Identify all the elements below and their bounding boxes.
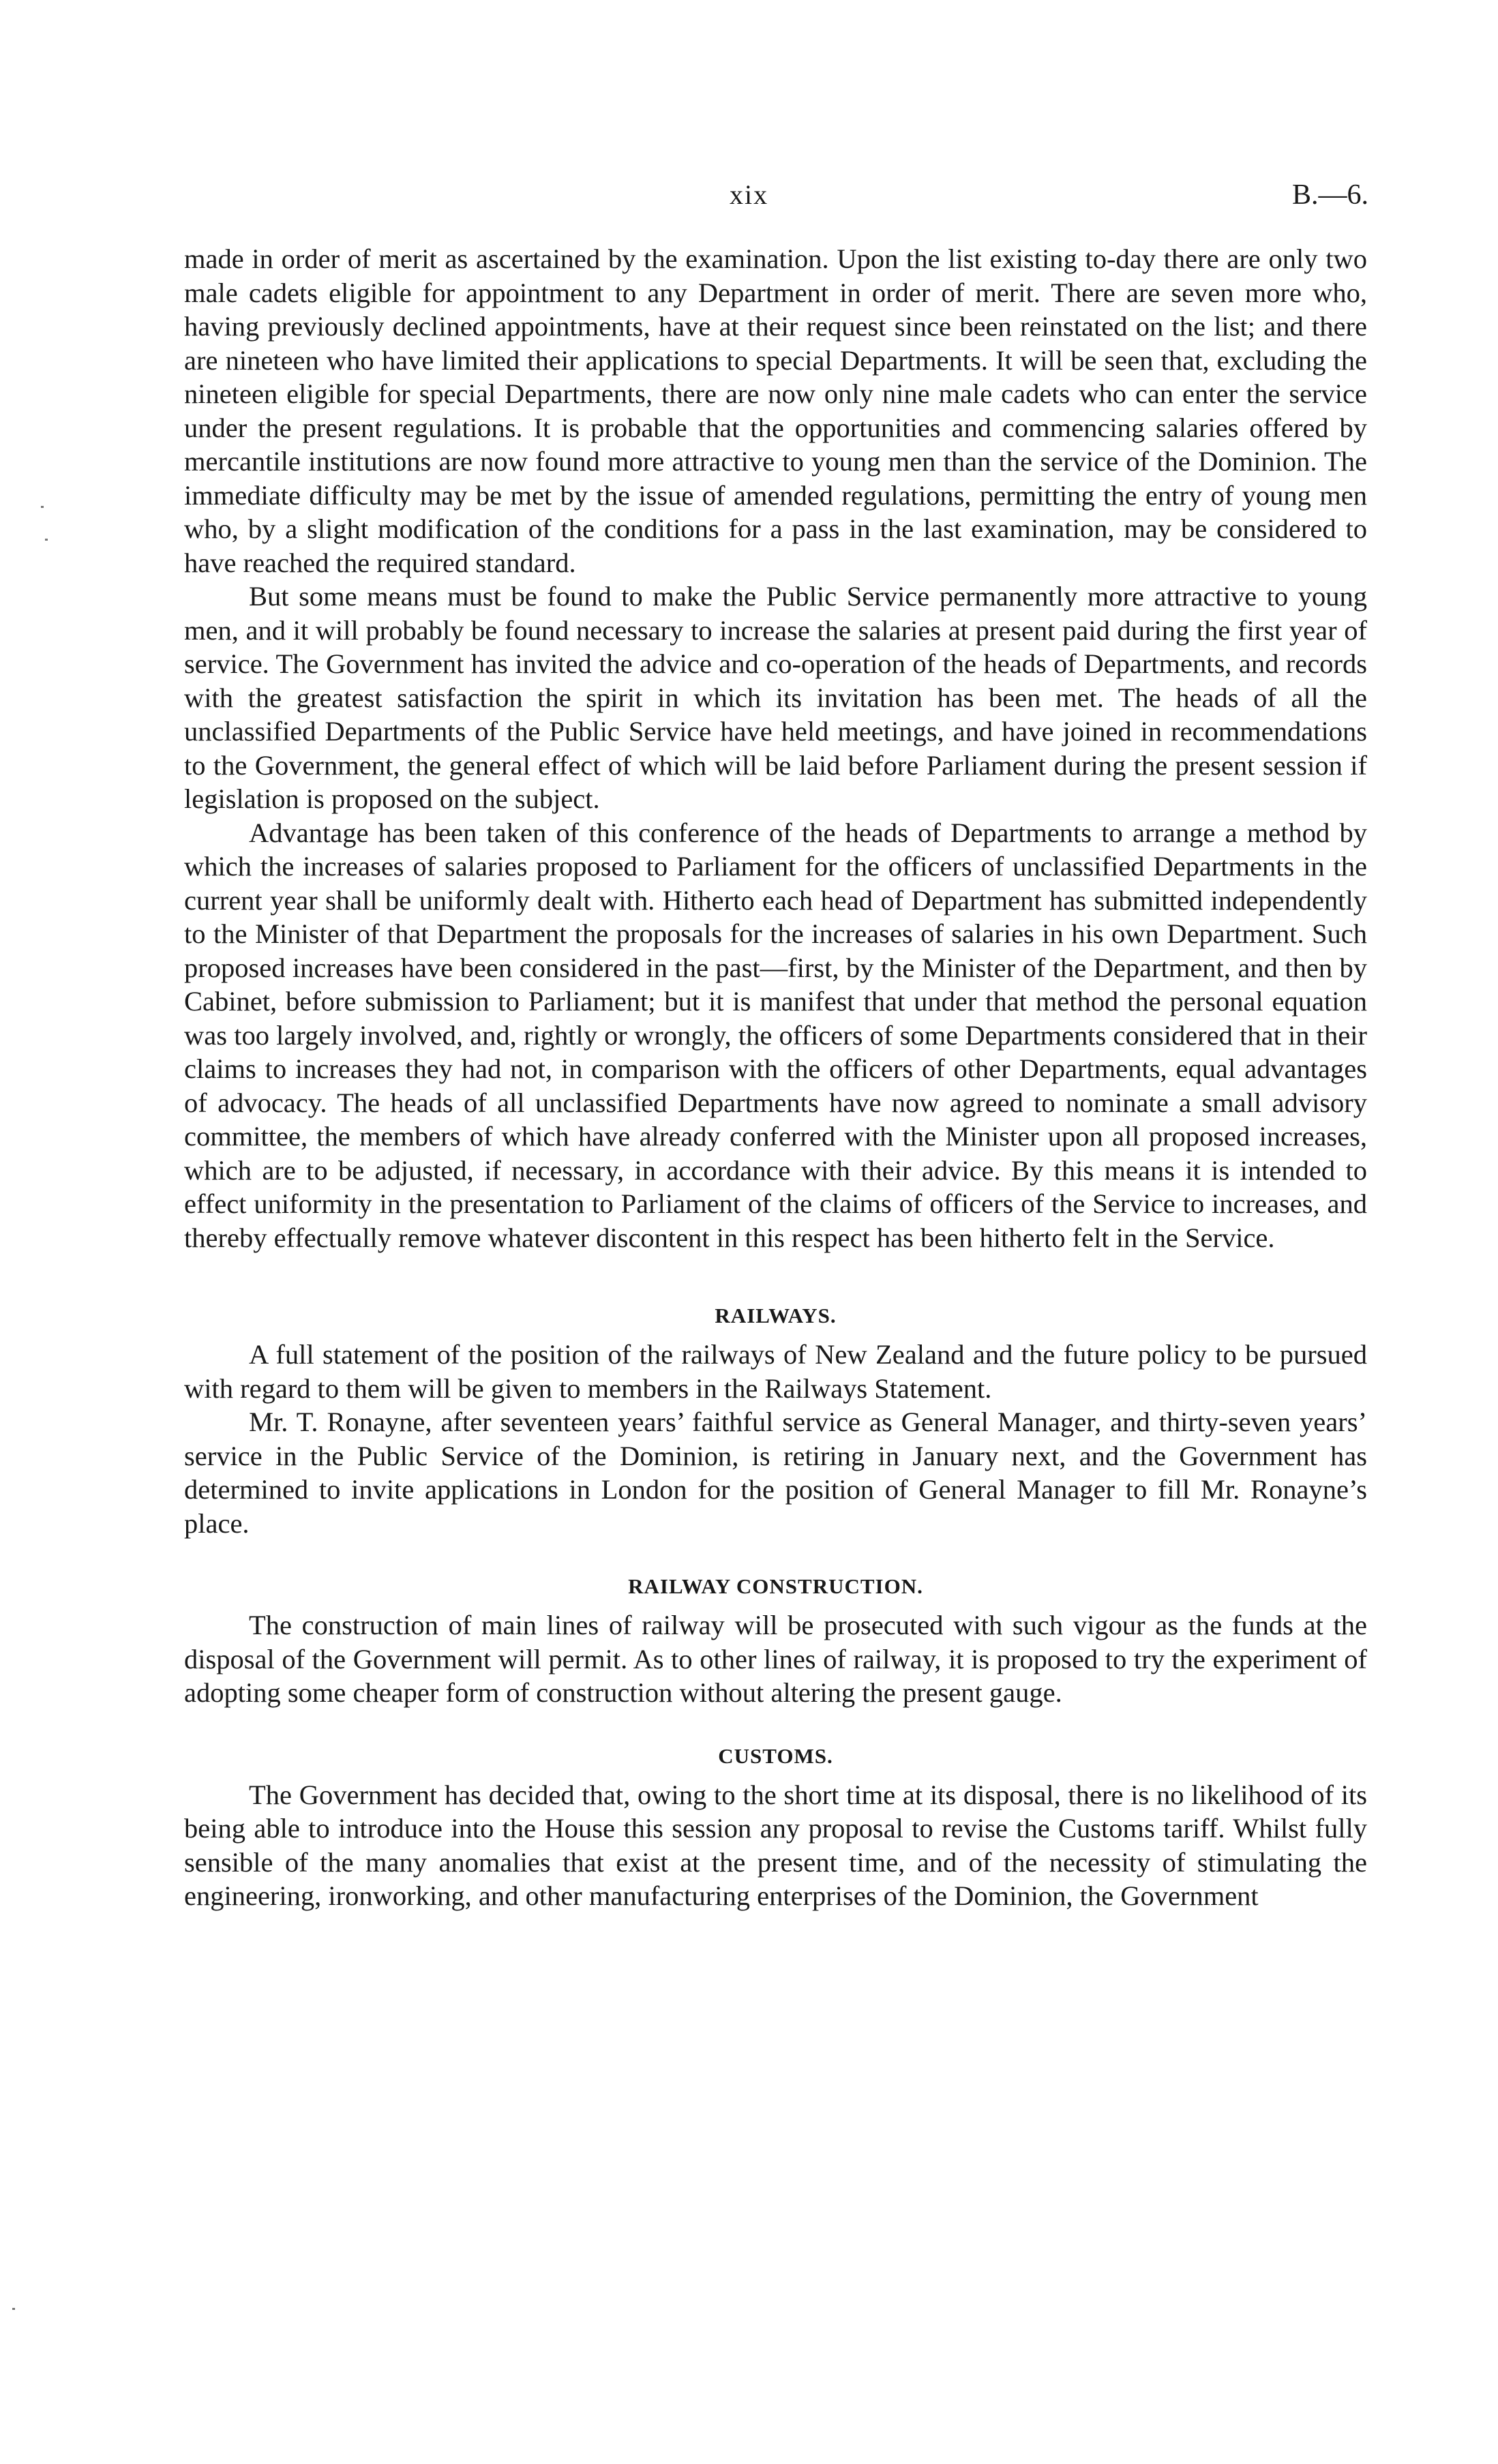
margin-mark: [12, 2308, 15, 2310]
paragraph-public-service: But some means must be found to make the Public Service permanently more attractive to young men, and it will probably be found necessary to increase the salaries at present paid during the first year of service. The Government has invited the advice and co-operation of the heads of Departments, and records with the greatest satisfaction the spirit in which its invitation has been met. The heads of all the unclassified Departments of the Public Service have held meetings, and have joined in recommendations to the Government, the general effect of which will be laid before Parliament during the present session if legislation is proposed on the subject.: [184, 581, 1367, 814]
paragraph-advisory-committee: Advantage has been taken of this conference of the heads of Departments to arrange a method by which the increases of salaries proposed to Parliament for the officers of unclassified Departments in the current year shall be uniformly dealt with. Hitherto each head of Department has submitted independently to the Minister of that Department the proposals for the increases of salaries in his own Department. Such proposed increases have been considered in the past—first, by the Minister of the Department, and then by Cabinet, before submission to Parliament; but it is manifest that under that method the personal equation was too largely involved, and, rightly or wrongly, the officers of some Departments considered that in their claims to increases they had not, in comparison with the officers of other Departments, equal advantages of advocacy. The heads of all unclassified Departments have now agreed to nominate a small advisory committee, the members of which have already conferred with the Minister upon all proposed increases, which are to be adjusted, if necessary, in accordance with their advice. By this means it is intended to effect uniformity in the presentation to Parliament of the claims of officers of the Service to increases, and thereby effectually remove whatever discontent in this respect has been hitherto felt in the Service.: [184, 817, 1367, 1253]
margin-mark: [45, 539, 48, 541]
paragraph-customs: The Government has decided that, owing to the short time at its disposal, there is no likelihood of its being able to introduce into the House this session any proposal to revise the Customs tariff. Whilst fully sensible of the many anomalies that exist at the present time, and of the necessity of stimulating the engineering, ironworking, and other manufacturing enterprises of the Dominion, the Government: [184, 1779, 1367, 1911]
paragraph-cadets: made in order of merit as ascertained by the examination. Upon the list existing to-day there are only two male cadets eligible for appointment to any Department in order of merit. There are seven more who, having previously declined appointments, have at their request since been reinstated on the list; and there are nineteen who have limited their applications to special Departments. It will be seen that, excluding the nineteen eligible for special Departments, there are now only nine male cadets who can enter the service under the present regulations. It is probable that the opportunities and commencing salaries offered by mercantile institutions are now found more attractive to young men than the service of the Dominion. The immediate difficulty may be met by the issue of amended regulations, permitting the entry of young men who, by a slight modification of the conditions for a pass in the last examination, may be considered to have reached the required standard.: [184, 243, 1367, 578]
document-reference: B.—6.: [1291, 179, 1368, 211]
page-header: [0, 179, 1498, 220]
paragraph-railway-construction: The construction of main lines of railway will be prosecuted with such vigour as the funds at the disposal of the Government will permit. As to other lines of railway, it is proposed to try the experiment of adopting some cheaper form of construction without altering the present gauge.: [184, 1610, 1367, 1708]
paragraph-railways-statement: A full statement of the position of the railways of New Zealand and the future policy to be pursued with regard to them will be given to members in the Railways Statement.: [184, 1339, 1367, 1404]
page-number: xix: [730, 179, 769, 210]
heading-customs: CUSTOMS.: [718, 1743, 833, 1768]
body-text: [184, 242, 1367, 1913]
margin-mark: [41, 506, 44, 508]
heading-railway-construction: RAILWAY CONSTRUCTION.: [628, 1574, 923, 1598]
heading-railways: RAILWAYS.: [715, 1304, 837, 1327]
paragraph-general-manager: Mr. T. Ronayne, after seventeen years’ faithful service as General Manager, and thirty-seven years’ service in the Public Service of the Dominion, is retiring in January next, and the Government has determined to invite applications in London for the position of General Manager to fill Mr. Ronayne’s place.: [184, 1407, 1367, 1539]
